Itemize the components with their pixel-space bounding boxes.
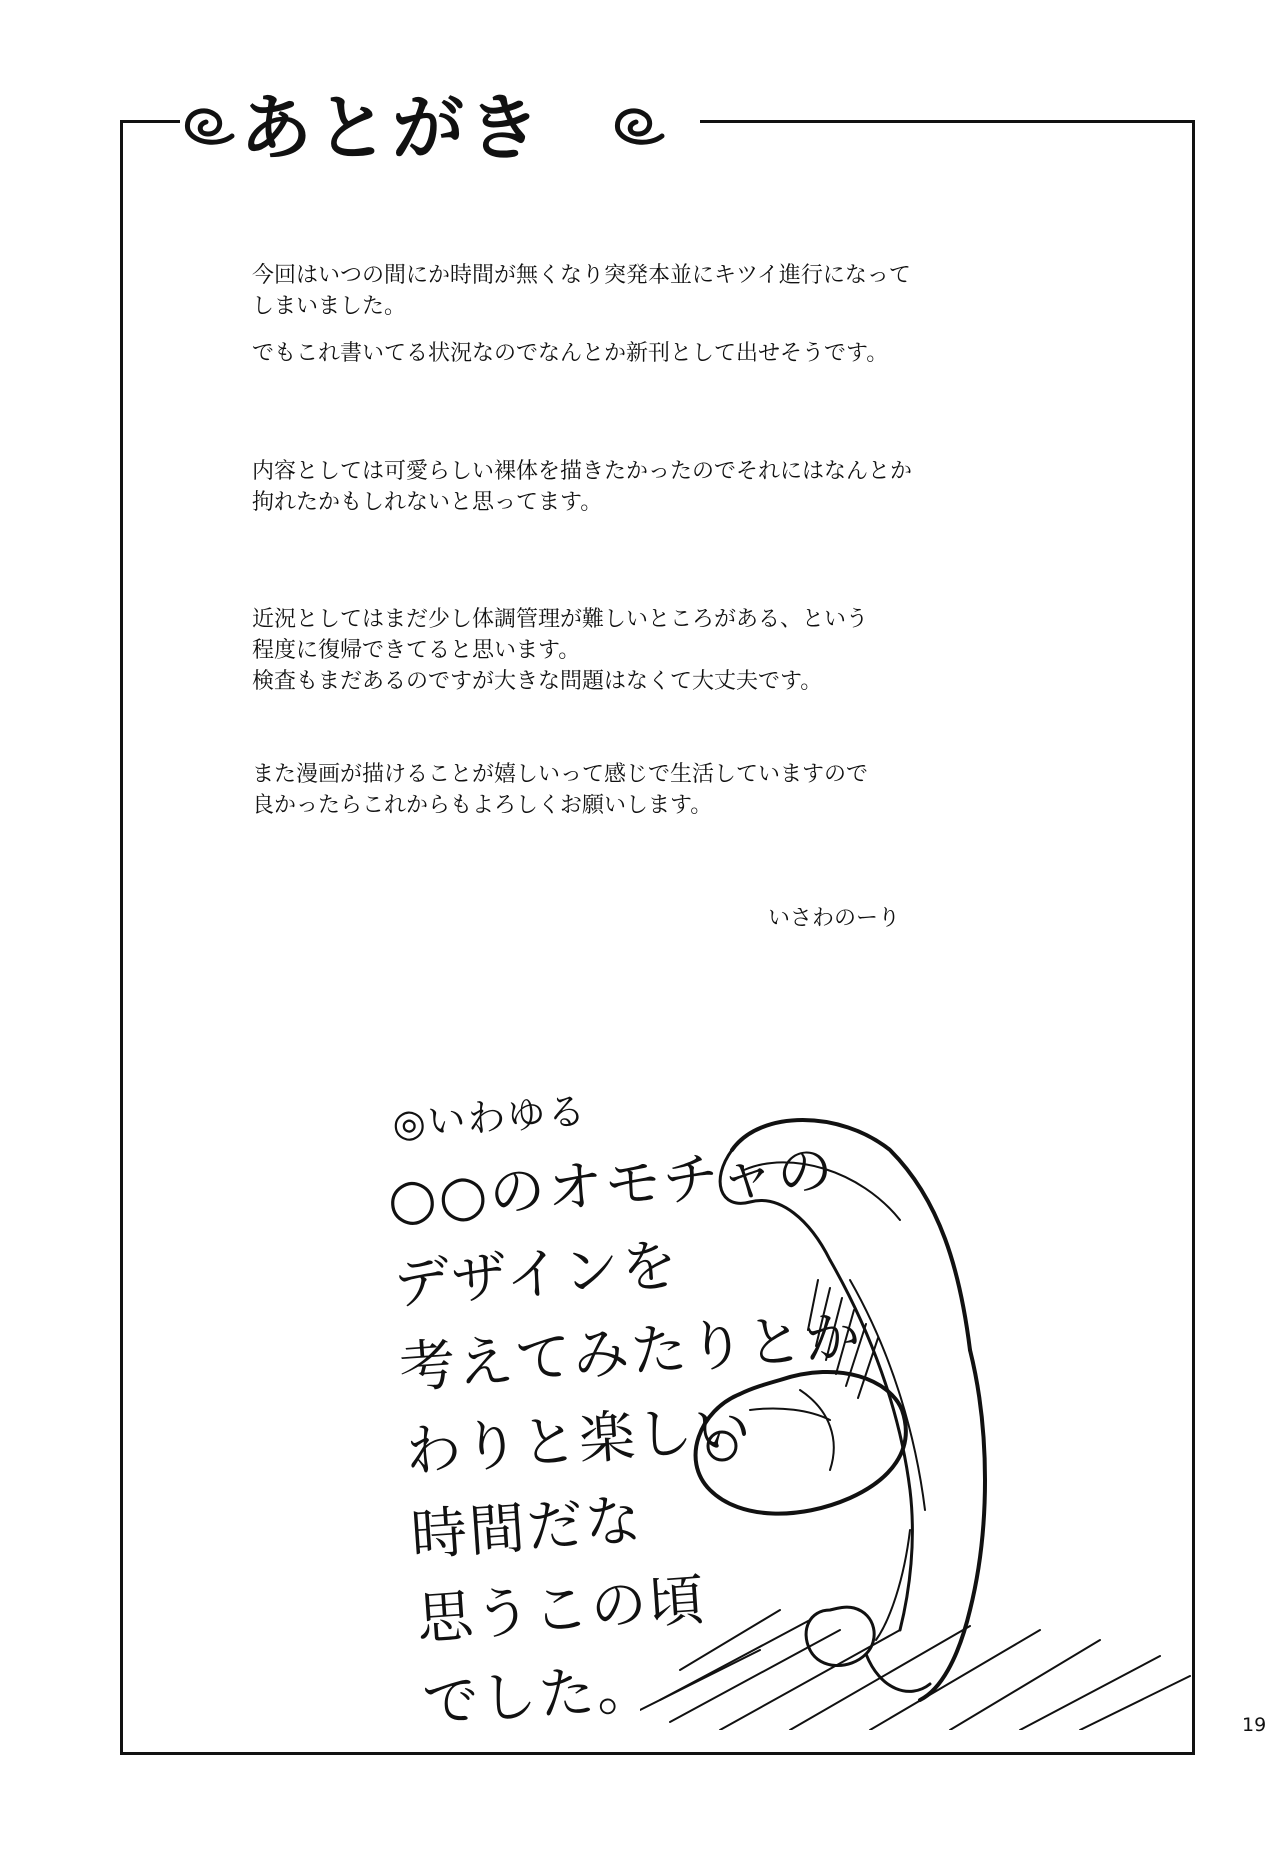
afterword-paragraph: 近況としてはまだ少し体調管理が難しいところがある、という 程度に復帰できてると思います。 検査もまだあるのですが大きな問題はなくて大丈夫です。 <box>252 607 869 694</box>
toy-sketch-illustration <box>640 1110 1200 1730</box>
author-signature: いさわのーり <box>768 906 901 931</box>
handwritten-line: 時間だな <box>408 1487 645 1569</box>
afterword-paragraph: でもこれ書いてる状況なのでなんとか新刊として出せそうです。 <box>252 341 889 366</box>
page-title: あとがき <box>240 86 545 170</box>
handwritten-line: 考えてみたりとか <box>397 1304 865 1402</box>
afterword-paragraph: 今回はいつの間にか時間が無くなり突発本並にキツイ進行になって しまいました。 <box>252 263 911 319</box>
page-number: 19 <box>1242 1714 1267 1736</box>
handwritten-line: わりと楽しい <box>403 1395 755 1486</box>
afterword-paragraph: 内容としては可愛らしい裸体を描きたかったのでそれにはなんとか 拘れたかもしれないと思ってます。 <box>252 459 913 515</box>
handwritten-line: でした。 <box>420 1655 657 1737</box>
heart-swirl-icon <box>610 100 666 150</box>
heart-swirl-icon <box>180 100 236 150</box>
handwritten-line: デザインを <box>391 1232 682 1318</box>
handwritten-line: 思うこの頃 <box>414 1567 709 1653</box>
handwritten-line: ◎いわゆる <box>390 1088 589 1147</box>
afterword-paragraph: また漫画が描けることが嬉しいって感じで生活していますので 良かったらこれからもよろしくお願いします。 <box>252 762 869 818</box>
handwritten-line: ○○のオモチャの <box>385 1137 838 1234</box>
